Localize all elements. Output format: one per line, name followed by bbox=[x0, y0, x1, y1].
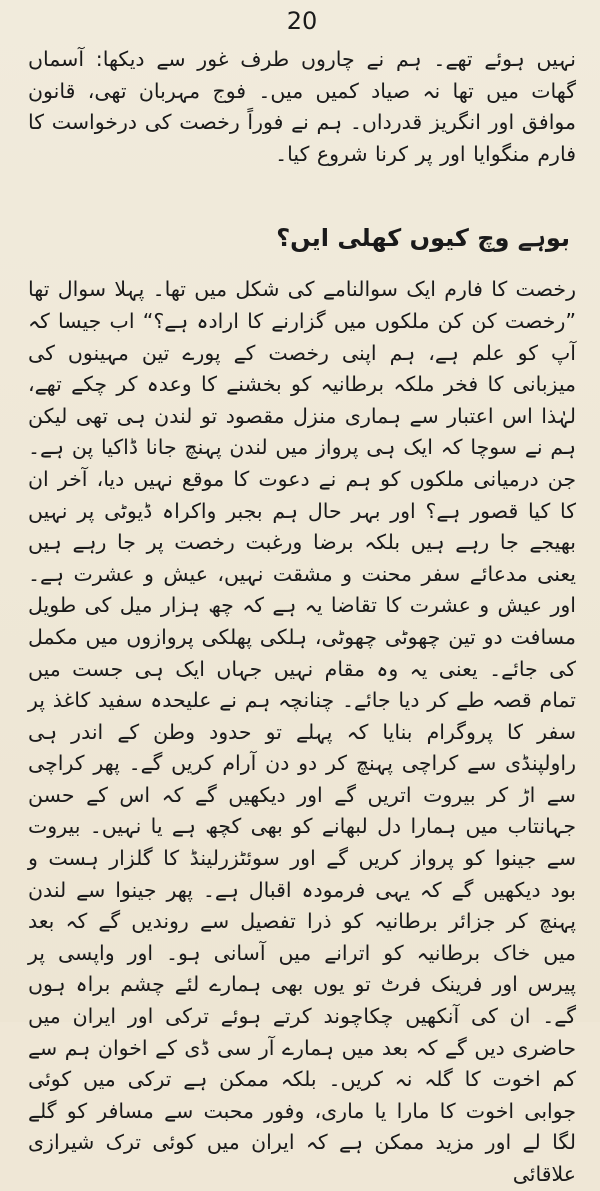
section-heading: بوہے وچ کیوں کھلی ایں؟ bbox=[276, 224, 570, 253]
paragraph-intro: نہیں ہوئے تھے۔ ہم نے چاروں طرف غور سے دیکھا: آسماں گھات میں تھا نہ صیاد کمیں میں۔ فوج مہربان تھی، قانون موافق اور انگریز قدرداں۔ ہم نے فوراً رخصت کی درخواست کا فارم منگوایا اور پر کرنا شروع کیا۔ bbox=[28, 47, 576, 166]
paragraph-main: رخصت کا فارم ایک سوالنامے کی شکل میں تھا۔ پہلا سوال تھا ”رخصت کن کن ملکوں میں گزارنے کا ارادہ ہے؟“ اب جیسا کہ آپ کو علم ہے، ہم اپنی رخصت کے پورے تین مہینوں کی میزبانی کا فخر ملکہ برطانیہ کو بخشنے کا وعدہ کر چکے تھے، لہٰذا اس اعتبار سے ہماری منزل مقصود تو لندن ہی تھی لیکن ہم نے سوچا کہ ایک ہی پرواز میں لندن پہنچ جانا ڈاکیا پن ہے۔ جن درمیانی ملکوں کو ہم نے دعوت کا موقع نہیں دیا، آخر ان کا کیا قصور ہے؟ اور بہر حال ہم بجبر واکراہ ڈیوٹی پر نہیں بھیجے جا رہے ہیں بلکہ برضا ورغبت رخصت پر جا رہے ہیں یعنی مدعائے سفر محنت و مشقت نہیں، عیش و عشرت ہے۔ اور عیش و عشرت کا تقاضا یہ ہے کہ چھ ہزار میل کی طویل مسافت دو تین چھوٹی چھوٹی، ہلکی پھلکی پروازوں میں مکمل کی جائے۔ یعنی یہ وہ مقام نہیں جہاں ایک ہی جست میں تمام قصہ طے کر دیا جائے۔ چنانچہ ہم نے علیحدہ سفید کاغذ پر سفر کا پروگرام بنایا کہ پہلے تو حدود وطن کے اندر ہی راولپنڈی سے کراچی پہنچ کر دو دن آرام کریں گے۔ پھر کراچی سے اڑ کر بیروت اتریں گے اور دیکھیں گے کہ اس کے حسن جہانتاب میں ہمارا دل لبھانے کو بھی کچھ ہے یا نہیں۔ بیروت سے جینوا کو پرواز کریں گے اور سوئٹزرلینڈ کا گلزار ہست و بود دیکھیں گے کہ یہی فرمودہ اقبال ہے۔ پھر جینوا سے لندن پہنچ کر جزائر برطانیہ کو ذرا تفصیل سے روندیں گے کہ بعد میں خاک برطانیہ کو اترانے میں آسانی ہو۔ اور واپسی پر پیرس اور فرینک فرٹ تو یوں بھی ہمارے لئے چشم براہ ہوں گے۔ ان کی آنکھیں چکاچوند کرتے ہوئے ترکی اور ایران میں حاضری دیں گے کہ بعد میں ہمارے آر سی ڈی کے اخوان ہم سے کم اخوت کا گلہ نہ کریں۔ بلکہ ممکن ہے ترکی میں کوئی جوابی اخوت کا مارا یا ماری، وفور محبت سے مسافر کو گلے لگا لے اور مزید ممکن ہے کہ ایران میں کوئی ترک شیرازی علاقائی bbox=[28, 277, 576, 1186]
page-number: 20 bbox=[286, 7, 318, 35]
